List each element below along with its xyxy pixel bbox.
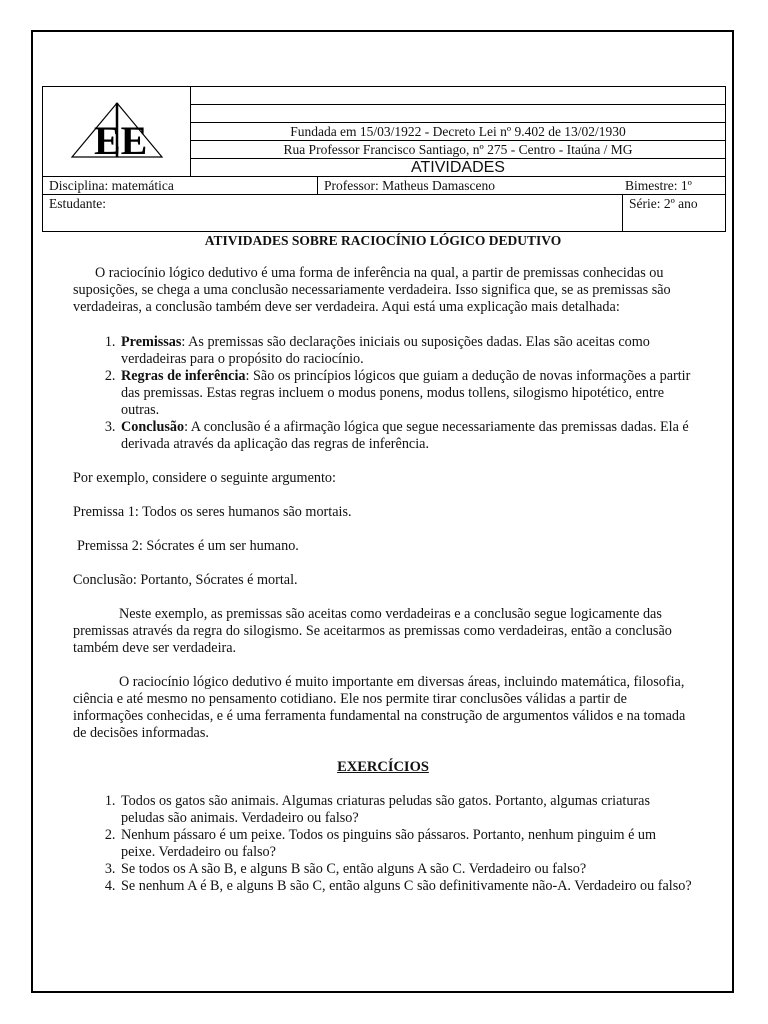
example-intro: Por exemplo, considere o seguinte argumento: [73, 470, 336, 486]
intro-paragraph: O raciocínio lógico dedutivo é uma forma de inferência na qual, a partir de premissas conhecidas ou suposições, se chega a uma conclusão necessariamente verdadeira. Isso significa que, se as premissas são verdadeiras, a conclusão também deve ser verdadeira. Aqui está uma explicação mais detalhada: [73, 265, 671, 315]
example-paragraph: Neste exemplo, as premissas são aceitas como verdadeiras e a conclusão segue logicamente das premissas através da regra do silogismo. Se aceitarmos as premissas como verdadeiras, então a conclusão também deve ser verdadeira. [73, 606, 672, 656]
address-line: Rua Professor Francisco Santiago, nº 275 - Centro - Itaúna / MG [191, 141, 726, 159]
list-item: 3. Conclusão: A conclusão é a afirmação lógica que segue necessariamente das premissas dadas. Ela é derivada através da aplicação das regras de inferência. [119, 419, 693, 453]
founded-line: Fundada em 15/03/1922 - Decreto Lei nº 9.402 de 13/02/1930 [191, 123, 726, 141]
list-item: 1. Todos os gatos são animais. Algumas criaturas peludas são gatos. Portanto, algumas criaturas peludas são animais. Verdadeiro ou falso? [119, 793, 693, 827]
importance-paragraph: O raciocínio lógico dedutivo é muito importante em diversas áreas, incluindo matemática, filosofia, ciência e até mesmo no pensamento cotidiano. Ele nos permite tirar conclusões válidas a partir de informações conhecidas, e é uma ferramenta fundamental na construção de argumentos válidos e na tomada de decisões informadas. [73, 674, 686, 741]
list-item: 2. Nenhum pássaro é um peixe. Todos os pinguins são pássaros. Portanto, nenhum pinguim é um peixe. Verdadeiro ou falso? [119, 827, 693, 861]
term-field: Bimestre: 1º [625, 178, 692, 193]
discipline-field: Disciplina: matemática [43, 177, 318, 194]
grade-field: Série: 2º ano [629, 196, 698, 211]
list-item: 2. Regras de inferência: São os princípios lógicos que guiam a dedução de novas informações a partir das premissas. Estas regras incluem o modus ponens, modus tollens, silogismo hipotético, entre outras. [119, 368, 693, 419]
list-item: 3. Se todos os A são B, e alguns B são C, então alguns A são C. Verdadeiro ou falso? [119, 861, 693, 878]
body-title: ATIVIDADES SOBRE RACIOCÍNIO LÓGICO DEDUTIVO [204, 233, 562, 248]
conclusion-line: Conclusão: Portanto, Sócrates é mortal. [73, 572, 298, 588]
header-blank-2 [191, 105, 726, 123]
student-field[interactable]: Estudante: [43, 195, 623, 231]
school-logo-icon [67, 100, 167, 160]
teacher-field: Professor: Matheus Damasceno [324, 178, 495, 193]
header-blank-1 [191, 87, 726, 105]
exercises-list [73, 793, 693, 895]
concepts-list [73, 334, 693, 453]
activities-title: ATIVIDADES [191, 159, 726, 177]
header-table [42, 86, 726, 232]
list-item: 1. Premissas: As premissas são declarações iniciais ou suposições dadas. Elas são aceitas como verdadeiras para o propósito do raciocínio. [119, 334, 693, 368]
school-logo [43, 87, 191, 177]
exercises-title: EXERCÍCIOS [337, 759, 429, 775]
logo-text: EE [93, 117, 147, 160]
premise-2: Premissa 2: Sócrates é um ser humano. [77, 538, 299, 554]
document-body [73, 232, 693, 895]
list-item: 4. Se nenhum A é B, e alguns B são C, então alguns C são definitivamente não-A. Verdadeiro ou falso? [119, 878, 693, 895]
premise-1: Premissa 1: Todos os seres humanos são mortais. [73, 504, 352, 520]
